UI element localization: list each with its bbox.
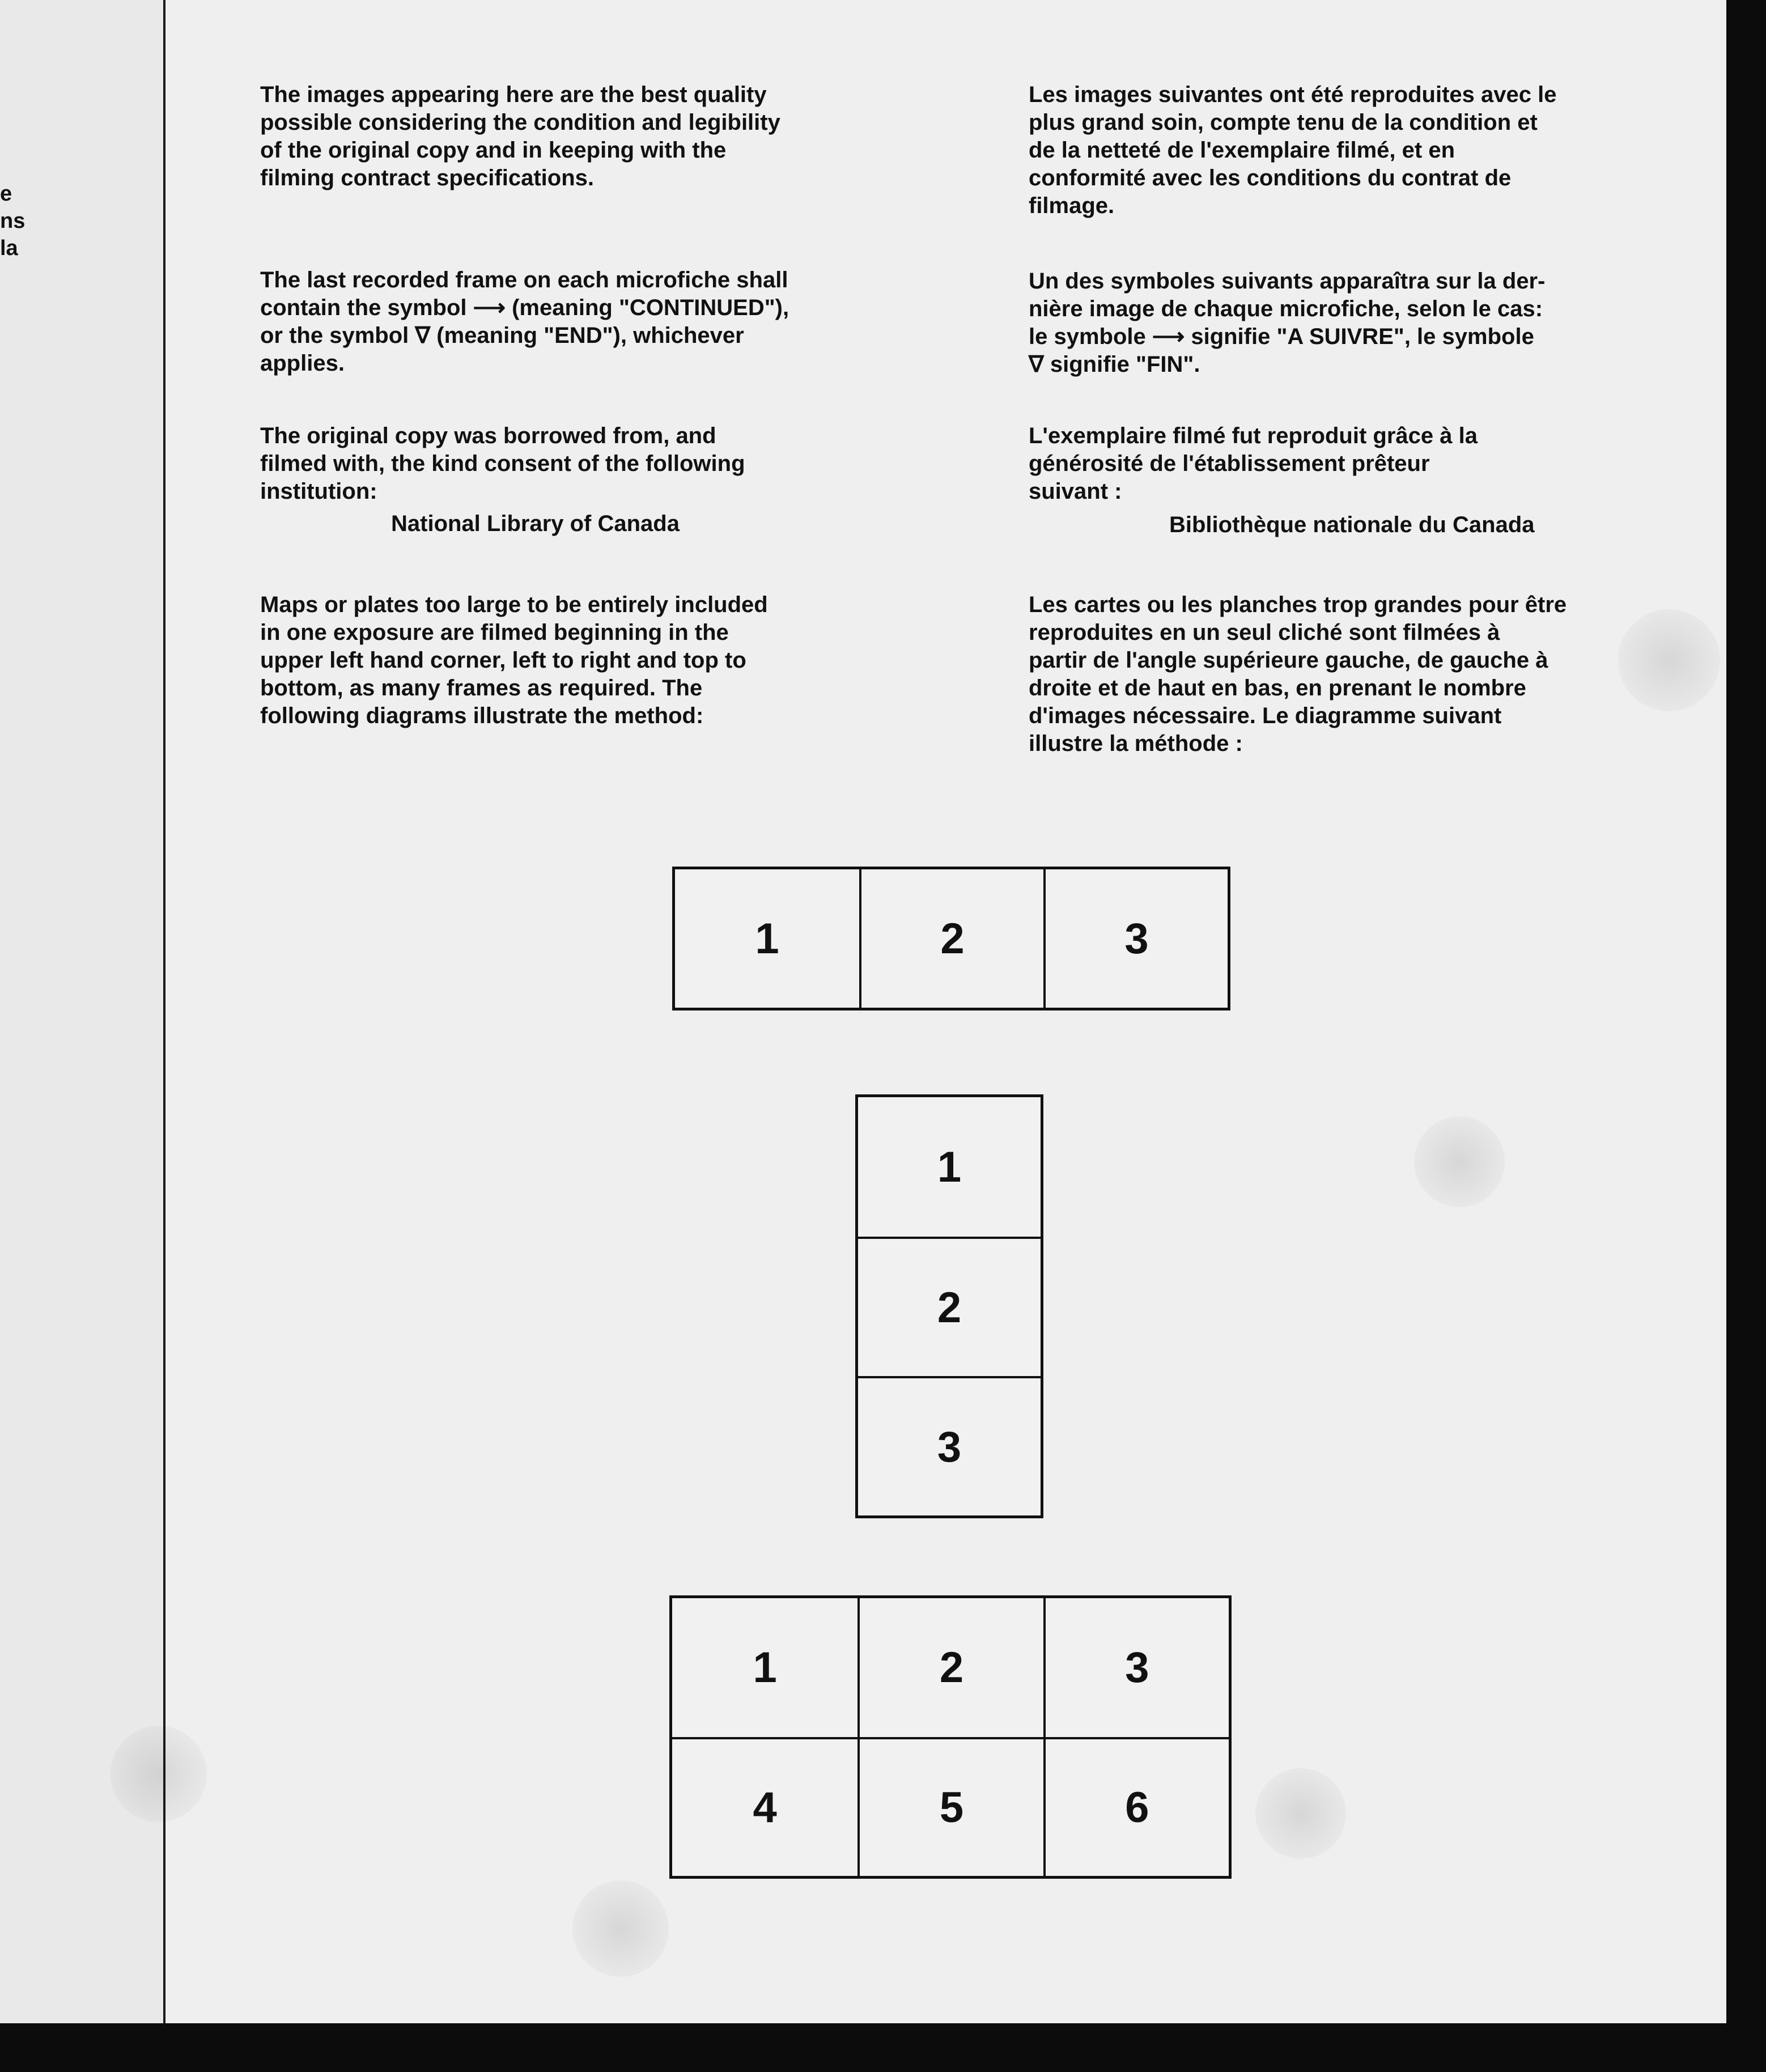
english-symbol-notice: The last recorded frame on each microfiche shall contain the symbol ⟶ (meaning "CONTINUED"), or the symbol ∇ (meaning "END"), whichever applies. <box>260 268 789 376</box>
frame-cell: 1 <box>937 1143 962 1191</box>
dust-spot <box>1255 1768 1346 1859</box>
frame-cell: 6 <box>1043 1737 1229 1876</box>
frame-cell: 2 <box>857 1598 1043 1737</box>
previous-page-margin <box>0 0 163 2023</box>
diagram-grid-frames <box>669 1595 1232 1879</box>
dust-spot <box>1618 609 1720 711</box>
frame-cell: 2 <box>858 1237 1041 1376</box>
frame-cell: 1 <box>753 1644 777 1692</box>
dust-spot <box>1414 1116 1505 1207</box>
page-fold-line <box>163 0 165 2023</box>
frame-cell: 3 <box>1043 1598 1229 1737</box>
dust-spot <box>111 1726 207 1822</box>
frame-cell: 3 <box>1043 869 1228 1008</box>
frame-cell: 4 <box>672 1737 857 1876</box>
frame-cell: 1 <box>755 914 779 963</box>
english-institution-notice: The original copy was borrowed from, and filmed with, the kind consent of the following institution: <box>260 423 745 504</box>
english-maps-notice: Maps or plates too large to be entirely included in one exposure are filmed beginning in the upper left hand corner, left to right and top to bottom, as many frames as required. The following diagrams illustrate the method: <box>260 592 768 728</box>
diagram-vertical-frames <box>855 1094 1043 1518</box>
cut-off-text-fragment: e ns la <box>0 182 26 260</box>
french-institution-notice: L'exemplaire filmé fut reproduit grâce à la générosité de l'établissement prêteur suivant : <box>1029 423 1478 504</box>
english-institution-name: National Library of Canada <box>391 511 680 536</box>
english-quality-notice: The images appearing here are the best quality possible considering the condition and legibility of the original copy and in keeping with the filming contract specifications. <box>260 82 780 190</box>
frame-cell: 2 <box>859 869 1043 1008</box>
french-institution-name: Bibliothèque nationale du Canada <box>1169 512 1535 537</box>
french-maps-notice: Les cartes ou les planches trop grandes pour être reproduites en un seul cliché sont filmées à partir de l'angle supérieure gauche, de gauche à droite et de haut en bas, en prenant le nombre d'images nécessaire. Le diagramme suivant illustre la méthode : <box>1029 592 1567 756</box>
diagram-horizontal-frames <box>672 867 1230 1010</box>
frame-cell: 3 <box>858 1376 1041 1515</box>
french-symbol-notice: Un des symboles suivants apparaîtra sur la der- nière image de chaque microfiche, selon le cas: le symbole ⟶ signifie "A SUIVRE", le symbole ∇ signifie "FIN". <box>1029 269 1546 377</box>
dust-spot <box>572 1880 669 1977</box>
frame-cell: 5 <box>857 1737 1043 1876</box>
french-quality-notice: Les images suivantes ont été reproduites avec le plus grand soin, compte tenu de la condition et de la netteté de l'exemplaire filmé, et en conformité avec les conditions du contrat de filmage. <box>1029 82 1557 218</box>
